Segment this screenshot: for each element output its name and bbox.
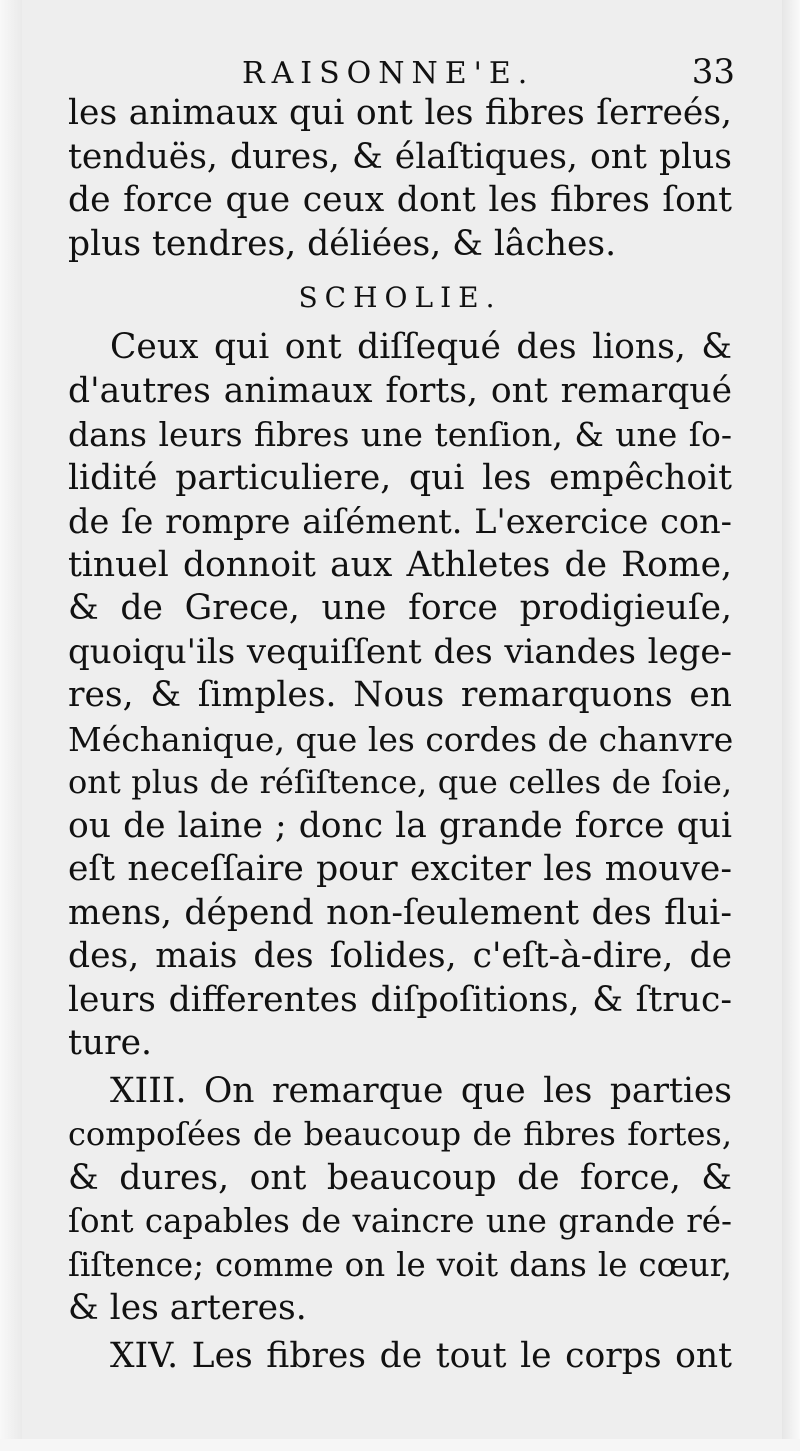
paragraph-xiii — [68, 1070, 732, 1331]
text-line: ont plus de réſiſtence, que celles de ſoie, — [68, 763, 732, 801]
text-line: ſiſtence; comme on le voit dans le cœur, — [68, 1245, 732, 1284]
page-bottom-edge — [0, 1439, 800, 1451]
page-header — [70, 52, 735, 96]
text-line: mens, dépend non-ſeulement des flui- — [68, 892, 732, 933]
text-line: de ſe rompre aiſément. L'exercice con- — [68, 502, 732, 541]
page-text — [68, 92, 732, 1378]
text-line: & les arteres. — [68, 1288, 307, 1328]
text-line: Ceux qui ont diſſequé des lions, & — [110, 327, 732, 367]
paragraph-xiv — [68, 1335, 732, 1379]
text-line: & de Grece, une force prodigieuſe, — [68, 588, 732, 628]
running-head: RAISONNE'E. — [242, 56, 535, 91]
text-line: & dures, ont beaucoup de force, & — [68, 1157, 732, 1198]
text-line: ture. — [68, 1023, 152, 1063]
text-line: de force que ceux dont les fibres ſont — [68, 180, 732, 220]
text-line: plus tendres, déliées, & lâches. — [68, 223, 617, 264]
text-line: XIII. On remarque que les parties — [110, 1070, 732, 1111]
paragraph-continuation — [68, 92, 732, 266]
text-line: d'autres animaux forts, ont remarqué — [68, 370, 732, 411]
text-line: ou de laine ; donc la grande force qui — [68, 805, 732, 846]
page-left-shadow — [0, 0, 22, 1451]
section-title: SCHOLIE. — [298, 281, 502, 314]
text-line: XIV. Les fibres de tout le corps ont — [110, 1335, 732, 1376]
text-line: leurs differentes diſpoſitions, & ſtruc- — [68, 979, 732, 1020]
text-line: des, mais des ſolides, c'eſt-à-dire, de — [68, 936, 732, 976]
text-line: ſont capables de vaincre une grande ré- — [68, 1202, 732, 1240]
text-line: quoiqu'ils vequiſſent des viandes lege- — [68, 631, 732, 672]
text-line: lidité particuliere, qui les empêchoit — [68, 457, 732, 498]
text-line: les animaux qui ont les fibres ſerreés, — [68, 93, 732, 133]
page-right-edge — [782, 0, 800, 1451]
text-line: tenduës, dures, & élaſtiques, ont plus — [68, 136, 732, 177]
text-line: res, & ſimples. Nous remarquons en — [68, 675, 732, 715]
page-number: 33 — [691, 52, 735, 92]
text-line: eſt neceſſaire pour exciter les mouve- — [68, 849, 732, 889]
text-line: dans leurs fibres une tenſion, & une ſo- — [68, 415, 732, 454]
paragraph-scholie — [68, 326, 732, 1066]
text-line: tinuel donnoit aux Athletes de Rome, — [68, 544, 732, 585]
text-line: compoſées de beaucoup de fibres fortes, — [68, 1115, 732, 1153]
text-line: Méchanique, que les cordes de chanvre — [68, 719, 734, 759]
